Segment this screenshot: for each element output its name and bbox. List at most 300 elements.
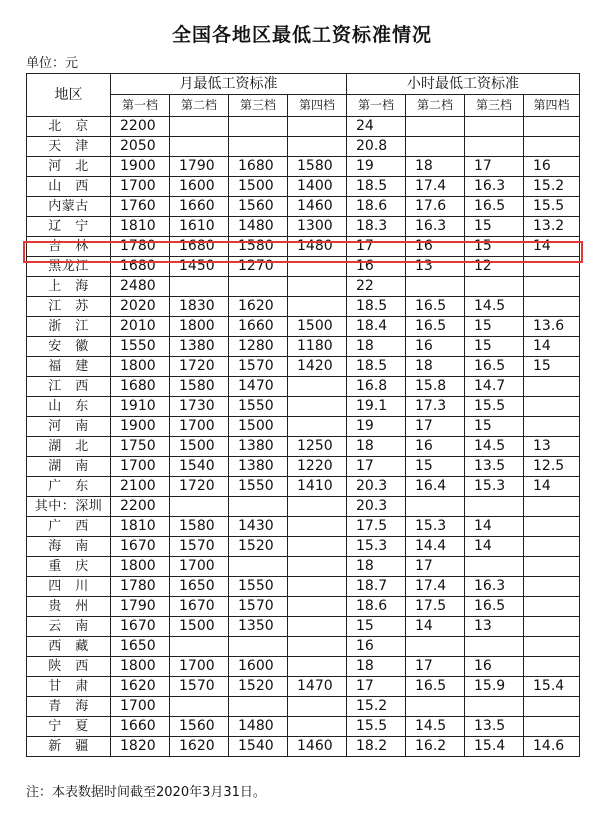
monthly-tier-1-cell: 1750 (111, 437, 170, 457)
hourly-tier-1-cell: 18.6 (347, 597, 406, 617)
monthly-tier-1-cell: 1780 (111, 237, 170, 257)
hourly-tier-2-cell: 14 (406, 617, 465, 637)
hourly-tier-1-cell: 17 (347, 237, 406, 257)
hourly-tier-3-cell (465, 697, 524, 717)
hourly-tier-3-cell: 13.5 (465, 717, 524, 737)
monthly-tier-3-cell (229, 117, 288, 137)
hourly-tier-2-cell: 17 (406, 557, 465, 577)
monthly-tier-2-cell: 1730 (170, 397, 229, 417)
monthly-tier-1-cell: 1810 (111, 517, 170, 537)
hourly-tier-3-cell: 16.5 (465, 597, 524, 617)
monthly-tier-3-cell: 1480 (229, 217, 288, 237)
table-row (27, 437, 580, 457)
monthly-tier-1-cell: 1620 (111, 677, 170, 697)
monthly-tier-4-cell (288, 417, 347, 437)
monthly-tier-4-cell: 1580 (288, 157, 347, 177)
hourly-tier-4-cell (524, 697, 580, 717)
monthly-tier-2-cell: 1790 (170, 157, 229, 177)
hourly-tier-4-cell: 13.6 (524, 317, 580, 337)
hourly-tier-1-cell: 15.2 (347, 697, 406, 717)
hourly-tier-2-cell: 16.3 (406, 217, 465, 237)
table-row (27, 297, 580, 317)
hourly-tier-3-cell: 15 (465, 237, 524, 257)
region-cell: 江 苏 (27, 297, 111, 317)
footnote: 注：本表数据时间截至2020年3月31日。 (26, 785, 266, 800)
monthly-tier-4-cell: 1420 (288, 357, 347, 377)
hourly-tier-4-cell: 13.2 (524, 217, 580, 237)
hourly-tier-4-cell: 14 (524, 477, 580, 497)
monthly-tier-2-cell: 1650 (170, 577, 229, 597)
monthly-tier-1-cell: 1660 (111, 717, 170, 737)
hourly-header: 小时最低工资标准 (347, 74, 580, 95)
monthly-tier-2-header: 第二档 (170, 95, 229, 117)
monthly-tier-1-cell: 1760 (111, 197, 170, 217)
hourly-tier-4-header: 第四档 (524, 95, 580, 117)
hourly-tier-3-cell: 15 (465, 217, 524, 237)
hourly-tier-4-cell (524, 617, 580, 637)
monthly-tier-2-cell: 1570 (170, 537, 229, 557)
region-cell: 青 海 (27, 697, 111, 717)
hourly-tier-4-cell (524, 657, 580, 677)
monthly-tier-3-cell (229, 497, 288, 517)
hourly-tier-3-cell (465, 277, 524, 297)
monthly-tier-1-cell: 1670 (111, 617, 170, 637)
region-cell: 河 南 (27, 417, 111, 437)
monthly-tier-4-cell (288, 257, 347, 277)
hourly-tier-2-cell: 16.4 (406, 477, 465, 497)
region-cell: 吉 林 (27, 237, 111, 257)
monthly-tier-1-cell: 1680 (111, 377, 170, 397)
hourly-tier-4-cell (524, 117, 580, 137)
hourly-tier-3-cell: 15.5 (465, 397, 524, 417)
hourly-tier-3-cell: 13.5 (465, 457, 524, 477)
monthly-tier-4-cell (288, 657, 347, 677)
monthly-tier-2-cell: 1800 (170, 317, 229, 337)
min-wage-table (26, 73, 580, 757)
monthly-tier-1-cell: 1810 (111, 217, 170, 237)
hourly-tier-4-cell: 16 (524, 157, 580, 177)
region-cell: 内蒙古 (27, 197, 111, 217)
hourly-tier-2-cell: 17.4 (406, 577, 465, 597)
hourly-tier-4-cell (524, 557, 580, 577)
hourly-tier-2-cell (406, 277, 465, 297)
hourly-tier-4-cell (524, 577, 580, 597)
hourly-tier-4-cell: 15.2 (524, 177, 580, 197)
hourly-tier-3-cell: 16 (465, 657, 524, 677)
region-cell: 辽 宁 (27, 217, 111, 237)
monthly-tier-3-cell: 1570 (229, 597, 288, 617)
monthly-tier-2-cell (170, 137, 229, 157)
table-row (27, 277, 580, 297)
hourly-tier-3-cell: 15 (465, 317, 524, 337)
monthly-tier-4-cell: 1410 (288, 477, 347, 497)
hourly-tier-2-cell (406, 497, 465, 517)
hourly-tier-4-cell (524, 597, 580, 617)
monthly-tier-3-cell: 1380 (229, 437, 288, 457)
monthly-tier-3-cell: 1620 (229, 297, 288, 317)
monthly-tier-2-cell: 1500 (170, 437, 229, 457)
monthly-tier-3-cell: 1550 (229, 577, 288, 597)
hourly-tier-1-cell: 20.8 (347, 137, 406, 157)
hourly-tier-4-cell (524, 377, 580, 397)
hourly-tier-1-cell: 16 (347, 637, 406, 657)
hourly-tier-2-cell: 16.5 (406, 677, 465, 697)
monthly-tier-2-cell: 1540 (170, 457, 229, 477)
monthly-tier-3-cell (229, 697, 288, 717)
table-row (27, 697, 580, 717)
hourly-tier-1-cell: 18 (347, 337, 406, 357)
table-body (27, 117, 580, 757)
hourly-tier-3-cell: 16.5 (465, 357, 524, 377)
hourly-tier-4-cell: 15 (524, 357, 580, 377)
unit-label: 单位：元 (26, 56, 79, 71)
monthly-tier-2-cell: 1500 (170, 617, 229, 637)
hourly-tier-1-cell: 16.8 (347, 377, 406, 397)
hourly-tier-4-cell (524, 537, 580, 557)
monthly-tier-4-cell (288, 277, 347, 297)
monthly-tier-2-cell (170, 637, 229, 657)
hourly-tier-2-cell: 14.4 (406, 537, 465, 557)
hourly-tier-4-cell: 14 (524, 237, 580, 257)
hourly-tier-3-cell: 16.3 (465, 177, 524, 197)
monthly-tier-1-cell: 1670 (111, 537, 170, 557)
monthly-tier-3-cell: 1520 (229, 677, 288, 697)
monthly-tier-1-cell: 1790 (111, 597, 170, 617)
table-row (27, 637, 580, 657)
monthly-tier-2-cell: 1600 (170, 177, 229, 197)
monthly-tier-1-cell: 1910 (111, 397, 170, 417)
hourly-tier-3-cell: 14 (465, 517, 524, 537)
table-row (27, 337, 580, 357)
hourly-tier-2-cell (406, 637, 465, 657)
monthly-tier-3-cell: 1550 (229, 477, 288, 497)
hourly-tier-3-cell: 15.9 (465, 677, 524, 697)
hourly-tier-3-cell (465, 637, 524, 657)
monthly-tier-2-cell (170, 697, 229, 717)
monthly-tier-3-cell: 1280 (229, 337, 288, 357)
monthly-tier-4-cell (288, 597, 347, 617)
hourly-tier-1-cell: 18.2 (347, 737, 406, 757)
hourly-tier-4-cell: 15.5 (524, 197, 580, 217)
region-cell: 广 西 (27, 517, 111, 537)
hourly-tier-1-cell: 16 (347, 257, 406, 277)
hourly-tier-1-cell: 18 (347, 657, 406, 677)
monthly-tier-2-cell: 1560 (170, 717, 229, 737)
hourly-tier-4-cell (524, 397, 580, 417)
table-row (27, 137, 580, 157)
hourly-tier-3-cell: 14.7 (465, 377, 524, 397)
hourly-tier-1-cell: 18.7 (347, 577, 406, 597)
monthly-tier-1-cell: 1680 (111, 257, 170, 277)
monthly-tier-1-cell: 1900 (111, 157, 170, 177)
region-cell: 其中：深圳 (27, 497, 111, 517)
table-row (27, 477, 580, 497)
hourly-tier-1-cell: 20.3 (347, 497, 406, 517)
monthly-tier-4-cell (288, 397, 347, 417)
region-cell: 天 津 (27, 137, 111, 157)
table-row (27, 177, 580, 197)
hourly-tier-4-cell (524, 417, 580, 437)
table-row (27, 577, 580, 597)
table-row (27, 517, 580, 537)
monthly-tier-3-cell: 1500 (229, 177, 288, 197)
hourly-tier-1-cell: 17 (347, 457, 406, 477)
hourly-tier-2-cell (406, 137, 465, 157)
monthly-tier-1-cell: 2020 (111, 297, 170, 317)
hourly-tier-3-cell (465, 557, 524, 577)
hourly-tier-2-cell: 15.8 (406, 377, 465, 397)
hourly-tier-4-cell (524, 257, 580, 277)
region-cell: 海 南 (27, 537, 111, 557)
region-cell: 北 京 (27, 117, 111, 137)
table-row (27, 597, 580, 617)
table-row (27, 157, 580, 177)
monthly-tier-1-cell: 1650 (111, 637, 170, 657)
monthly-tier-1-cell: 2100 (111, 477, 170, 497)
hourly-tier-2-cell: 18 (406, 157, 465, 177)
hourly-tier-1-cell: 15.3 (347, 537, 406, 557)
table-row (27, 457, 580, 477)
monthly-tier-1-cell: 2200 (111, 117, 170, 137)
monthly-tier-3-cell: 1600 (229, 657, 288, 677)
monthly-tier-2-cell (170, 117, 229, 137)
region-cell: 安 徽 (27, 337, 111, 357)
hourly-tier-1-cell: 18 (347, 437, 406, 457)
monthly-tier-3-cell: 1430 (229, 517, 288, 537)
hourly-tier-3-cell (465, 117, 524, 137)
hourly-tier-3-cell: 15 (465, 417, 524, 437)
monthly-tier-3-cell (229, 637, 288, 657)
monthly-tier-3-cell: 1350 (229, 617, 288, 637)
hourly-tier-4-cell (524, 297, 580, 317)
hourly-tier-4-cell (524, 717, 580, 737)
hourly-tier-1-cell: 18.3 (347, 217, 406, 237)
monthly-tier-4-cell (288, 137, 347, 157)
monthly-tier-4-cell: 1400 (288, 177, 347, 197)
hourly-tier-4-cell (524, 517, 580, 537)
monthly-tier-4-cell (288, 497, 347, 517)
hourly-tier-4-cell: 15.4 (524, 677, 580, 697)
region-cell: 新 疆 (27, 737, 111, 757)
hourly-tier-1-cell: 19.1 (347, 397, 406, 417)
hourly-tier-1-cell: 15.5 (347, 717, 406, 737)
hourly-tier-2-header: 第二档 (406, 95, 465, 117)
hourly-tier-2-cell: 16.5 (406, 317, 465, 337)
monthly-tier-1-cell: 1550 (111, 337, 170, 357)
monthly-tier-2-cell (170, 497, 229, 517)
monthly-tier-1-cell: 1800 (111, 557, 170, 577)
monthly-tier-2-cell: 1670 (170, 597, 229, 617)
monthly-tier-1-cell: 1900 (111, 417, 170, 437)
monthly-tier-4-cell: 1500 (288, 317, 347, 337)
monthly-tier-3-cell: 1270 (229, 257, 288, 277)
table-row (27, 117, 580, 137)
region-cell: 浙 江 (27, 317, 111, 337)
monthly-tier-2-cell: 1580 (170, 377, 229, 397)
monthly-tier-2-cell: 1580 (170, 517, 229, 537)
hourly-tier-1-cell: 18.5 (347, 297, 406, 317)
table-row (27, 417, 580, 437)
hourly-tier-4-cell (524, 637, 580, 657)
table-row (27, 737, 580, 757)
table-row (27, 237, 580, 257)
hourly-tier-3-cell: 15.4 (465, 737, 524, 757)
region-cell: 湖 北 (27, 437, 111, 457)
monthly-tier-3-cell: 1660 (229, 317, 288, 337)
monthly-tier-3-cell: 1470 (229, 377, 288, 397)
hourly-tier-1-cell: 24 (347, 117, 406, 137)
hourly-tier-2-cell: 17 (406, 417, 465, 437)
region-cell: 江 西 (27, 377, 111, 397)
monthly-tier-4-cell (288, 717, 347, 737)
hourly-tier-2-cell (406, 697, 465, 717)
region-header: 地区 (27, 74, 111, 117)
monthly-tier-2-cell: 1570 (170, 677, 229, 697)
hourly-tier-1-cell: 18.6 (347, 197, 406, 217)
monthly-tier-1-cell: 2050 (111, 137, 170, 157)
monthly-tier-3-cell: 1480 (229, 717, 288, 737)
monthly-tier-1-cell: 1800 (111, 657, 170, 677)
monthly-tier-2-cell: 1450 (170, 257, 229, 277)
table-row (27, 317, 580, 337)
hourly-tier-2-cell: 17.3 (406, 397, 465, 417)
monthly-tier-2-cell: 1610 (170, 217, 229, 237)
monthly-tier-2-cell: 1700 (170, 657, 229, 677)
monthly-tier-3-cell: 1520 (229, 537, 288, 557)
monthly-tier-1-cell: 1700 (111, 457, 170, 477)
table-row (27, 497, 580, 517)
monthly-tier-1-cell: 1700 (111, 177, 170, 197)
table-row (27, 197, 580, 217)
hourly-tier-2-cell: 17.4 (406, 177, 465, 197)
monthly-tier-2-cell (170, 277, 229, 297)
hourly-tier-2-cell: 17 (406, 657, 465, 677)
table-row (27, 677, 580, 697)
hourly-tier-4-cell: 14 (524, 337, 580, 357)
monthly-tier-1-cell: 1780 (111, 577, 170, 597)
table-row (27, 537, 580, 557)
table-row (27, 217, 580, 237)
hourly-tier-4-cell (524, 277, 580, 297)
region-cell: 陕 西 (27, 657, 111, 677)
hourly-tier-2-cell (406, 117, 465, 137)
hourly-tier-2-cell: 16 (406, 337, 465, 357)
table-row (27, 657, 580, 677)
monthly-tier-1-cell: 2010 (111, 317, 170, 337)
monthly-tier-3-cell: 1680 (229, 157, 288, 177)
hourly-tier-2-cell: 16 (406, 437, 465, 457)
page-title: 全国各地区最低工资标准情况 (171, 24, 432, 46)
table-row (27, 717, 580, 737)
hourly-tier-3-cell: 13 (465, 617, 524, 637)
monthly-tier-4-cell: 1180 (288, 337, 347, 357)
hourly-tier-1-cell: 15 (347, 617, 406, 637)
hourly-tier-3-cell: 12 (465, 257, 524, 277)
monthly-tier-4-cell: 1480 (288, 237, 347, 257)
hourly-tier-2-cell: 18 (406, 357, 465, 377)
region-cell: 广 东 (27, 477, 111, 497)
monthly-tier-4-cell (288, 637, 347, 657)
hourly-tier-3-cell: 16.5 (465, 197, 524, 217)
hourly-tier-3-cell: 15 (465, 337, 524, 357)
monthly-tier-2-cell: 1830 (170, 297, 229, 317)
region-cell: 重 庆 (27, 557, 111, 577)
hourly-tier-4-cell: 12.5 (524, 457, 580, 477)
table-row (27, 257, 580, 277)
monthly-tier-1-cell: 1800 (111, 357, 170, 377)
monthly-tier-1-header: 第一档 (111, 95, 170, 117)
hourly-tier-3-cell: 14 (465, 537, 524, 557)
hourly-tier-3-header: 第三档 (465, 95, 524, 117)
hourly-tier-3-cell (465, 137, 524, 157)
hourly-tier-3-cell (465, 497, 524, 517)
region-cell: 山 东 (27, 397, 111, 417)
monthly-tier-2-cell: 1620 (170, 737, 229, 757)
hourly-tier-1-cell: 20.3 (347, 477, 406, 497)
hourly-tier-2-cell: 13 (406, 257, 465, 277)
hourly-tier-4-cell (524, 137, 580, 157)
monthly-tier-4-cell (288, 517, 347, 537)
table-row (27, 617, 580, 637)
region-cell: 云 南 (27, 617, 111, 637)
region-cell: 山 西 (27, 177, 111, 197)
table-row (27, 357, 580, 377)
monthly-tier-4-header: 第四档 (288, 95, 347, 117)
monthly-tier-4-cell: 1250 (288, 437, 347, 457)
region-cell: 湖 南 (27, 457, 111, 477)
monthly-tier-4-cell (288, 377, 347, 397)
hourly-tier-1-cell: 19 (347, 157, 406, 177)
monthly-tier-3-header: 第三档 (229, 95, 288, 117)
region-cell: 西 藏 (27, 637, 111, 657)
region-cell: 四 川 (27, 577, 111, 597)
hourly-tier-1-cell: 18.5 (347, 177, 406, 197)
region-cell: 贵 州 (27, 597, 111, 617)
region-cell: 甘 肃 (27, 677, 111, 697)
hourly-tier-1-cell: 22 (347, 277, 406, 297)
monthly-tier-3-cell (229, 557, 288, 577)
monthly-tier-4-cell (288, 297, 347, 317)
monthly-tier-3-cell: 1500 (229, 417, 288, 437)
monthly-tier-2-cell: 1720 (170, 477, 229, 497)
region-cell: 宁 夏 (27, 717, 111, 737)
monthly-tier-3-cell: 1560 (229, 197, 288, 217)
monthly-tier-4-cell: 1470 (288, 677, 347, 697)
monthly-tier-3-cell: 1580 (229, 237, 288, 257)
hourly-tier-1-cell: 18.5 (347, 357, 406, 377)
hourly-tier-1-cell: 17.5 (347, 517, 406, 537)
hourly-tier-3-cell: 16.3 (465, 577, 524, 597)
hourly-tier-2-cell: 16.5 (406, 297, 465, 317)
hourly-tier-2-cell: 15.3 (406, 517, 465, 537)
table-row (27, 377, 580, 397)
hourly-tier-1-cell: 18.4 (347, 317, 406, 337)
monthly-tier-2-cell: 1720 (170, 357, 229, 377)
hourly-tier-1-cell: 19 (347, 417, 406, 437)
monthly-tier-4-cell (288, 537, 347, 557)
hourly-tier-2-cell: 16 (406, 237, 465, 257)
hourly-tier-1-cell: 17 (347, 677, 406, 697)
hourly-tier-2-cell: 17.6 (406, 197, 465, 217)
table-row (27, 397, 580, 417)
monthly-header: 月最低工资标准 (111, 74, 347, 95)
monthly-tier-3-cell (229, 137, 288, 157)
region-cell: 黑龙江 (27, 257, 111, 277)
hourly-tier-3-cell: 15.3 (465, 477, 524, 497)
monthly-tier-4-cell (288, 577, 347, 597)
monthly-tier-1-cell: 2480 (111, 277, 170, 297)
monthly-tier-3-cell: 1380 (229, 457, 288, 477)
